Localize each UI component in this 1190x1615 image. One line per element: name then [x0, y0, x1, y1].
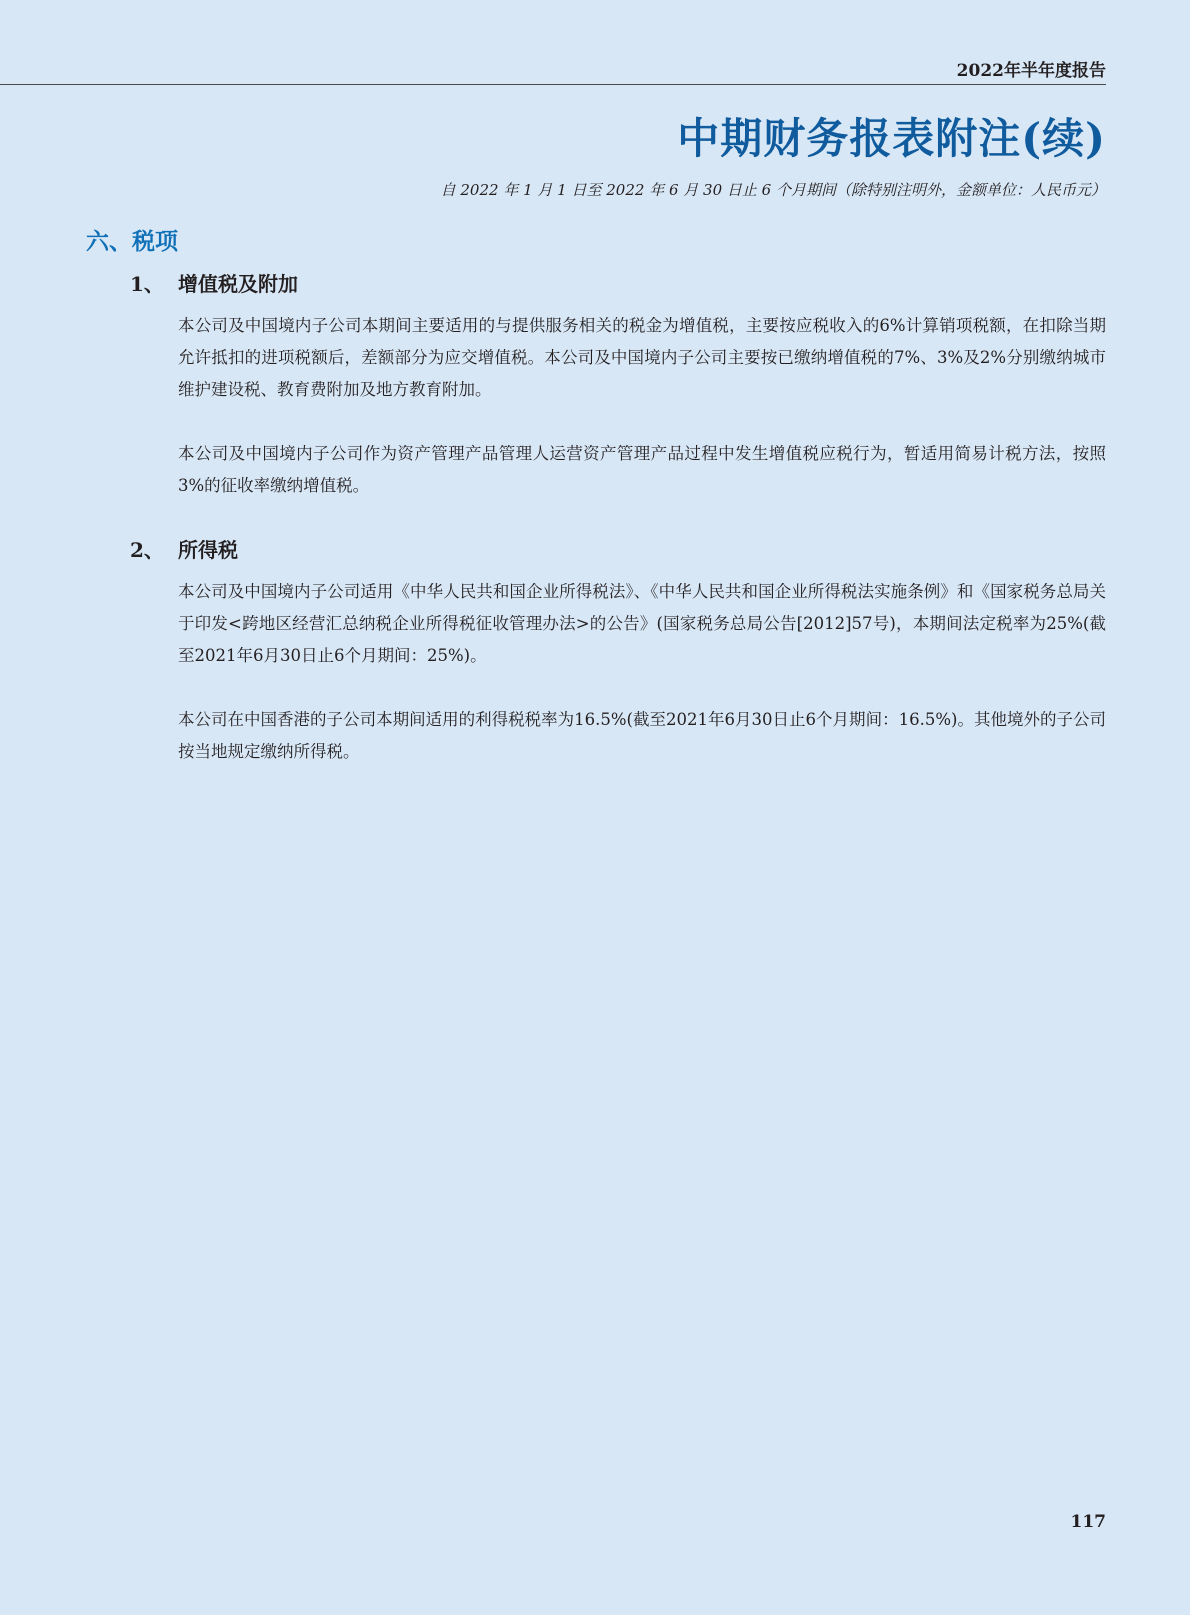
subsection-number: 1、	[130, 272, 164, 296]
paragraph-income-tax-1: 本公司及中国境内子公司适用《中华人民共和国企业所得税法》、《中华人民共和国企业所得税法实施条例》和《国家税务总局关于印发<跨地区经营汇总纳税企业所得税征收管理办法>的公告》(国家税务总局公告[2012]57号)，本期间法定税率为25%(截至2021年6月30日止6个月期间：25%)。	[178, 582, 1106, 665]
subsection-heading-income-tax	[130, 534, 238, 563]
paragraph-vat-2: 本公司及中国境内子公司作为资产管理产品管理人运营资产管理产品过程中发生增值税应税行为，暂适用简易计税方法，按照3%的征收率缴纳增值税。	[178, 444, 1106, 495]
report-header-title: 2022年半年度报告	[956, 61, 1106, 81]
subsection-number: 2、	[130, 538, 164, 562]
paragraph-income-tax-2: 本公司在中国香港的子公司本期间适用的利得税税率为16.5%(截至2021年6月30日止6个月期间：16.5%)。其他境外的子公司按当地规定缴纳所得税。	[178, 710, 1106, 761]
header-divider	[0, 84, 1106, 85]
paragraph-vat-1: 本公司及中国境内子公司本期间主要适用的与提供服务相关的税金为增值税，主要按应税收入的6%计算销项税额，在扣除当期允许抵扣的进项税额后，差额部分为应交增值税。本公司及中国境内子公司主要按已缴纳增值税的7%、3%及2%分别缴纳城市维护建设税、教育费附加及地方教育附加。	[178, 316, 1106, 399]
page-number: 117	[1070, 1512, 1106, 1532]
period-note: 自 2022 年 1 月 1 日至 2022 年 6 月 30 日止 6 个月期间（除特别注明外，金额单位：人民币元）	[440, 181, 1106, 199]
page-title: 中期财务报表附注(续)	[677, 114, 1106, 163]
section-title: 六、税项	[86, 228, 178, 255]
subsection-title: 所得税	[178, 538, 238, 562]
subsection-heading-vat	[130, 268, 298, 297]
subsection-title: 增值税及附加	[178, 272, 298, 296]
